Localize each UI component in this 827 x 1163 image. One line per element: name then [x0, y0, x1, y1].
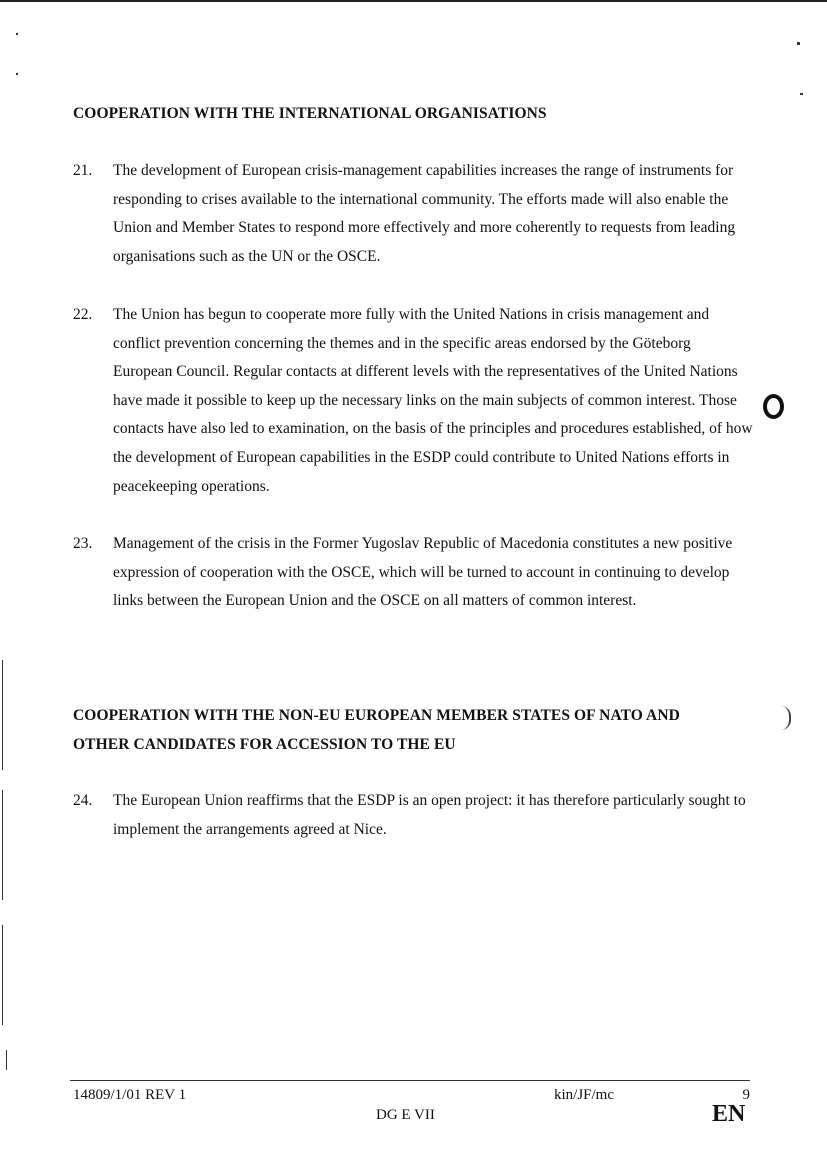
scan-speck — [797, 42, 800, 45]
footer-initials: kin/JF/mc — [554, 1087, 615, 1103]
footer-directorate: DG E VII — [376, 1107, 435, 1123]
paragraph-text: The development of European crisis-management capabilities increases the range of instruments for responding to crises available to the international community. The efforts made will also enable the Union and Member States to respond more effectively and more coherently to requests from leading organisations such as the UN or the OSCE. — [113, 162, 736, 265]
paragraph-text: The Union has begun to cooperate more fully with the United Nations in crisis management and conflict prevention concerning the themes and in the specific areas endorsed by the Göteborg European Council. Regular contacts at different levels with the representatives of the United Nations have made it possible to keep up the necessary links on the main subjects of common interest. Those contacts have also led to examination, on the basis of the principles and procedures established, of how the development of European capabilities in the ESDP could contribute to United Nations efforts in peacekeeping operations. — [113, 306, 753, 495]
paragraph-text: Management of the crisis in the Former Yugoslav Republic of Macedonia constitutes a new positive expression of cooperation with the OSCE, which will be turned to account in continuing to develop links between the European Union and the OSCE on all matters of common interest. — [113, 535, 733, 610]
footer-language-code: EN — [712, 1101, 746, 1127]
footer-page-number: 9 — [742, 1087, 750, 1103]
paragraph-24 — [73, 787, 746, 845]
top-border — [0, 0, 827, 2]
paragraph-number: 21. — [73, 162, 93, 179]
footer-document-reference: 14809/1/01 REV 1 — [73, 1087, 187, 1103]
paragraph-number: 24. — [73, 792, 93, 809]
scan-edge-mark — [2, 925, 3, 1025]
scan-speck — [800, 93, 803, 95]
paragraph-text: The European Union reaffirms that the ESDP is an open project: it has therefore particularly sought to implement the arrangements agreed at Nice. — [113, 792, 746, 838]
paragraph-21 — [73, 157, 743, 273]
section-heading-international-organisations: COOPERATION WITH THE INTERNATIONAL ORGANISATIONS — [73, 105, 547, 122]
scan-edge-mark — [2, 790, 3, 900]
scan-edge-mark — [2, 660, 3, 770]
paragraph-number: 22. — [73, 306, 93, 323]
paragraph-23 — [73, 530, 743, 646]
paragraph-number: 23. — [73, 535, 93, 552]
scan-bracket-mark — [781, 706, 791, 730]
scan-edge-mark — [6, 1050, 7, 1070]
punch-hole-icon — [763, 394, 784, 419]
section-heading-non-eu-nato-line2: OTHER CANDIDATES FOR ACCESSION TO THE EU — [73, 736, 456, 753]
section-heading-non-eu-nato-line1: COOPERATION WITH THE NON-EU EUROPEAN MEMBER STATES OF NATO AND — [73, 707, 680, 724]
scan-speck — [16, 73, 18, 75]
paragraph-22 — [73, 301, 753, 502]
footer-rule — [70, 1080, 750, 1081]
scan-speck — [16, 33, 18, 35]
